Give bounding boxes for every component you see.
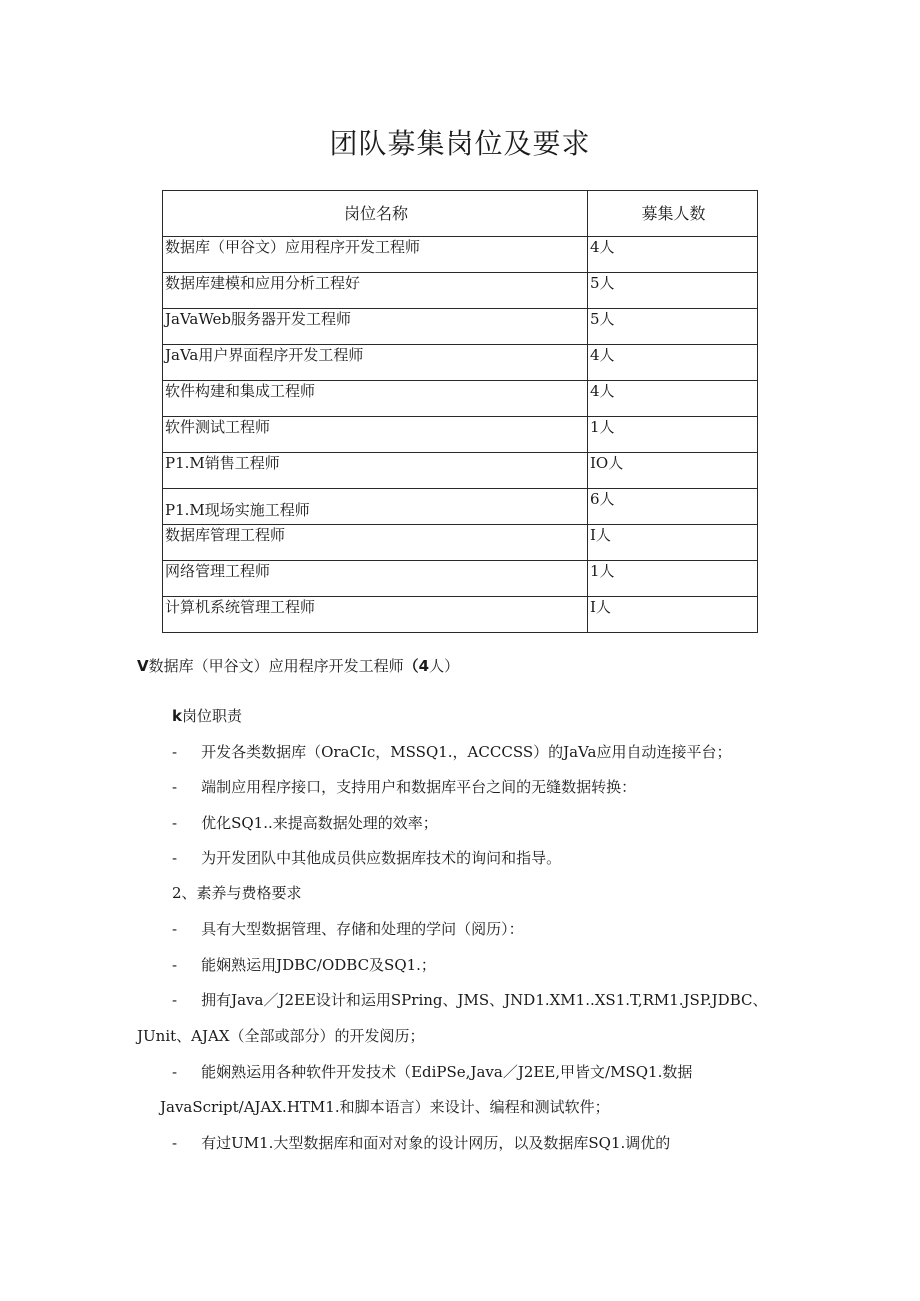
dash-bullet: - — [172, 1134, 178, 1152]
headcount-cell: 6人 — [588, 489, 758, 525]
list-item — [172, 742, 731, 762]
requirement-continuation: JavaScript/AJAX.HTM1.和脚本语言）来设计、编程和测试软件； — [160, 1098, 610, 1116]
duties-heading — [172, 706, 242, 726]
requirement-text: 有过UM1.大型数据库和面对对象的设计网历，以及数据库SQ1.调优的 — [201, 1134, 671, 1152]
section-heading-prefix: V — [137, 657, 149, 675]
requirement-text: 具有大型数据管理、存储和处理的学问（阅历）： — [201, 920, 524, 938]
table-header-row — [163, 191, 758, 237]
list-item — [172, 813, 438, 833]
header-position-name: 岗位名称 — [163, 191, 588, 237]
list-item — [172, 955, 436, 975]
duties-title: 岗位职责 — [181, 707, 242, 725]
headcount-cell: 1人 — [588, 561, 758, 597]
duties-marker: k — [172, 707, 182, 725]
list-item — [172, 990, 767, 1010]
position-name-cell: 数据库建模和应用分析工程好 — [163, 273, 588, 309]
position-name-cell: P1.M销售工程师 — [163, 453, 588, 489]
headcount-cell: 5人 — [588, 309, 758, 345]
section-heading — [137, 656, 459, 676]
header-headcount: 募集人数 — [588, 191, 758, 237]
dash-bullet: - — [172, 1063, 178, 1081]
table-row — [163, 273, 758, 309]
table-row — [163, 309, 758, 345]
position-name-cell: 网络管理工程师 — [163, 561, 588, 597]
list-item — [172, 848, 561, 868]
dash-bullet: - — [172, 849, 178, 867]
headcount-cell: 4人 — [588, 237, 758, 273]
requirements-heading: 2、素养与费格要求 — [172, 884, 302, 902]
section-heading-count-open: （4 — [403, 657, 430, 675]
requirement-continuation: JUnit、AJAX（全部或部分）的开发阅历； — [137, 1027, 425, 1045]
list-item — [172, 1133, 670, 1153]
requirement-text: 能娴熟运用JDBC/ODBC及SQ1.； — [201, 956, 436, 974]
position-name-cell: JaVa用户界面程序开发工程师 — [163, 345, 588, 381]
list-item — [172, 919, 524, 939]
position-name-cell: 软件构建和集成工程师 — [163, 381, 588, 417]
table-row — [163, 525, 758, 561]
duty-text: 为开发团队中其他成员供应数据库技术的询问和指导。 — [201, 849, 562, 867]
position-name-cell: 计算机系统管理工程师 — [163, 597, 588, 633]
duty-text: 端制应用程序接口，支持用户和数据库平台之间的无缝数据转换： — [201, 778, 637, 796]
table-row — [163, 489, 758, 525]
list-item — [172, 1062, 692, 1082]
position-name-cell: 数据库（甲谷文）应用程序开发工程师 — [163, 237, 588, 273]
headcount-cell: I人 — [588, 597, 758, 633]
table-row — [163, 453, 758, 489]
dash-bullet: - — [172, 743, 178, 761]
dash-bullet: - — [172, 920, 178, 938]
requirement-text: 拥有Java／J2EE设计和运用SPring、JMS、JND1.XM1..XS1.T,RM1.JSP.JDBC、 — [201, 991, 768, 1009]
position-name-cell: P1.M现场实施工程师 — [163, 489, 588, 525]
requirement-text: 能娴熟运用各种软件开发技术（EdiPSe,Java／J2EE,甲皆文/MSQ1.数据 — [201, 1063, 693, 1081]
positions-table — [162, 190, 758, 633]
page-title: 团队募集岗位及要求 — [329, 127, 591, 160]
headcount-cell: I人 — [588, 525, 758, 561]
table-row — [163, 345, 758, 381]
headcount-cell: 5人 — [588, 273, 758, 309]
duty-text: 优化SQ1..来提高数据处理的效率； — [201, 814, 438, 832]
headcount-cell: 1人 — [588, 417, 758, 453]
position-name-cell: 软件测试工程师 — [163, 417, 588, 453]
headcount-cell: 4人 — [588, 381, 758, 417]
position-name-cell: 数据库管理工程师 — [163, 525, 588, 561]
table-row — [163, 237, 758, 273]
dash-bullet: - — [172, 778, 178, 796]
dash-bullet: - — [172, 814, 178, 832]
table-row — [163, 381, 758, 417]
dash-bullet: - — [172, 991, 178, 1009]
dash-bullet: - — [172, 956, 178, 974]
section-heading-text: 数据库（甲谷文）应用程序开发工程师 — [148, 657, 404, 675]
table-row — [163, 597, 758, 633]
list-item — [172, 777, 636, 797]
duty-text: 开发各类数据库（OraCIc，MSSQ1.，ACCCSS）的JaVa应用自动连接平台； — [201, 743, 732, 761]
headcount-cell: IO人 — [588, 453, 758, 489]
section-heading-count-close: 人） — [429, 657, 460, 675]
table-row — [163, 561, 758, 597]
table-row — [163, 417, 758, 453]
position-name-cell: JaVaWeb服务器开发工程师 — [163, 309, 588, 345]
headcount-cell: 4人 — [588, 345, 758, 381]
